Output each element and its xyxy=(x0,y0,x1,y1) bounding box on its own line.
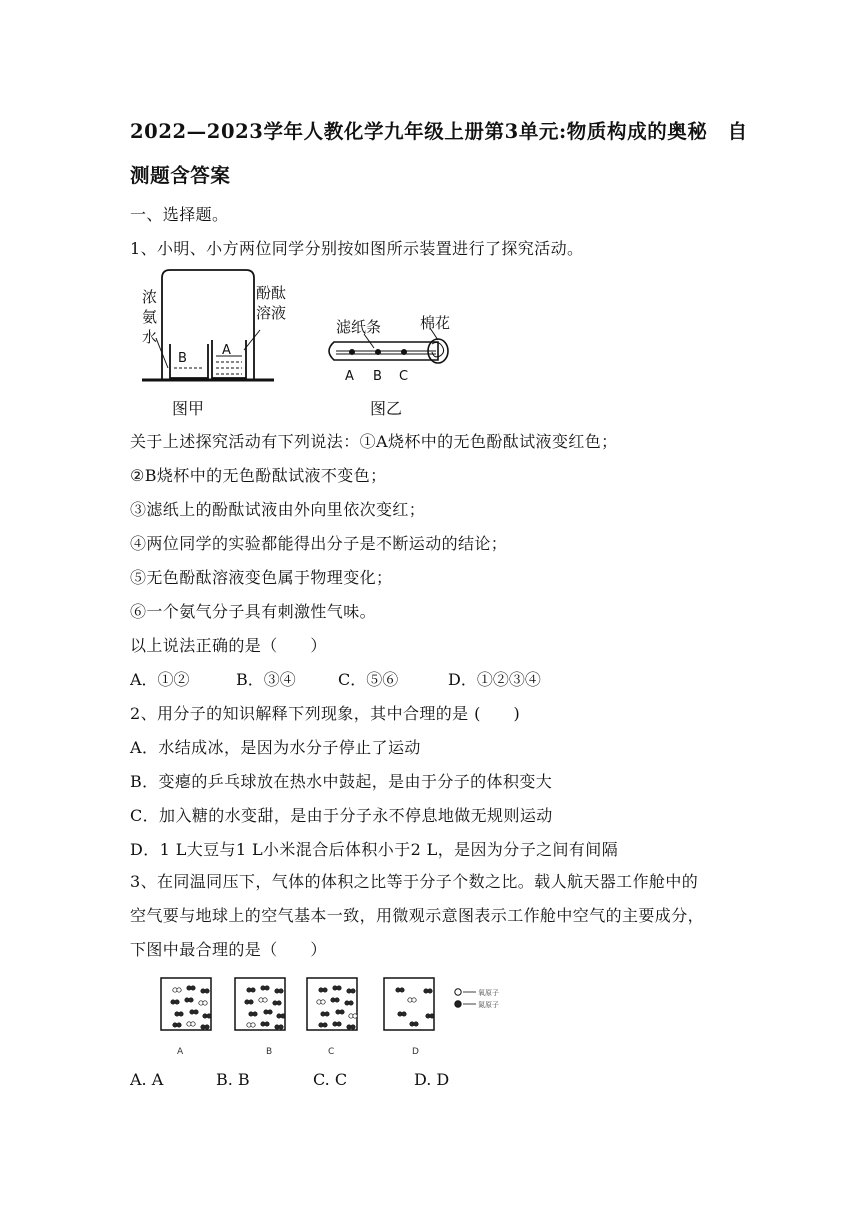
molecule-atom xyxy=(349,1001,353,1005)
question-1-option-a: A．①② xyxy=(130,670,190,689)
question-1-statement-1: 关于上述探究活动有下列说法：①A烧杯中的无色酚酞试液变红色； xyxy=(130,432,618,451)
question-3-option-d: D. D xyxy=(414,1070,450,1089)
question-1-option-b: B．③④ xyxy=(236,670,296,689)
molecule-atom xyxy=(353,1014,357,1018)
legend-nitrogen-label: 氮原子 xyxy=(478,1001,499,1009)
dot-point-b xyxy=(375,349,381,355)
molecule-atom xyxy=(205,1025,209,1029)
molecule-atom xyxy=(265,986,269,990)
molecule-atom xyxy=(323,988,327,992)
legend xyxy=(455,988,499,1009)
molecule-atom xyxy=(189,998,193,1002)
molecule-atom xyxy=(263,998,267,1002)
box-label-a: A xyxy=(177,1047,184,1057)
experiment-figure xyxy=(138,268,478,423)
question-1-statement-3: ③滤纸上的酚酞试液由外向里依次变红； xyxy=(130,500,426,519)
label-point-a: A xyxy=(345,369,354,384)
molecule-atom xyxy=(279,1025,283,1029)
label-beaker-b: B xyxy=(178,351,187,366)
question-3-stem-line-3: 下图中最合理的是（ ） xyxy=(130,940,327,959)
question-3-stem-line-2: 空气要与地球上的空气基本一致，用微观示意图表示工作舱中空气的主要成分， xyxy=(130,906,705,925)
figure-jia-apparatus xyxy=(142,270,274,380)
question-2-stem: 2、用分子的知识解释下列现象，其中合理的是 ( ) xyxy=(130,704,521,723)
question-2-option-b: B．变瘪的乒乓球放在热水中鼓起，是由于分子的体积变大 xyxy=(130,772,553,791)
molecule-atom xyxy=(412,998,416,1002)
molecules-box-c xyxy=(317,986,357,1029)
molecule-atom xyxy=(203,1001,207,1005)
section-heading: 一、选择题。 xyxy=(130,205,229,224)
molecule-atom xyxy=(179,1012,183,1016)
molecule-atom xyxy=(351,989,355,993)
label-conc-char-2: 氨 xyxy=(142,308,158,326)
dot-point-a xyxy=(349,349,355,355)
molecule-atom xyxy=(351,1025,355,1029)
molecule-atom xyxy=(251,1023,255,1027)
molecule-atom xyxy=(177,988,181,992)
label-conc-char-3: 水 xyxy=(142,328,158,346)
question-1-statement-5: ⑤无色酚酞溶液变色属于物理变化； xyxy=(130,568,393,587)
molecule-atom xyxy=(402,1012,406,1016)
molecule-atom xyxy=(253,1012,257,1016)
label-point-b: B xyxy=(373,369,382,384)
question-2-option-c: C．加入糖的水变甜，是由于分子永不停息地做无规则运动 xyxy=(130,806,553,825)
molecules-box-b xyxy=(245,986,285,1029)
molecule-atom xyxy=(279,989,283,993)
question-1-statement-4: ④两位同学的实验都能得出分子是不断运动的结论； xyxy=(130,534,508,553)
question-3-stem-line-1: 3、在同温同压下，气体的体积之比等于分子个数之比。载人航天器工作舱中的 xyxy=(130,872,699,891)
molecule-atom xyxy=(325,1012,329,1016)
label-cotton: 棉花 xyxy=(420,314,451,332)
dot-point-c xyxy=(401,349,407,355)
box-label-c: C xyxy=(328,1047,335,1057)
question-2-option-d: D．1 L大豆与1 L小米混合后体积小于2 L，是因为分子之间有间隔 xyxy=(130,840,619,859)
molecule-atom xyxy=(337,1022,341,1026)
caption-figure-yi: 图乙 xyxy=(370,399,403,418)
molecule-atom xyxy=(337,986,341,990)
question-1-ask: 以上说法正确的是（ ） xyxy=(130,636,327,655)
molecule-atom xyxy=(321,1000,325,1004)
molecule-atom xyxy=(340,1010,344,1014)
legend-oxygen-label: 氧原子 xyxy=(478,989,499,997)
question-3-option-a: A. A xyxy=(130,1070,164,1089)
molecule-atom xyxy=(177,1023,181,1027)
label-phenol-line-2: 溶液 xyxy=(256,304,287,322)
molecule-atom xyxy=(400,988,404,992)
question-1-statement-6: ⑥一个氨气分子具有刺激性气味。 xyxy=(130,602,377,621)
molecule-boxes-figure xyxy=(150,972,530,1064)
molecule-atom xyxy=(335,998,339,1002)
molecule-atom xyxy=(428,989,432,993)
molecule-atom xyxy=(251,988,255,992)
molecule-atom xyxy=(191,1022,195,1026)
question-3-option-b: B. B xyxy=(216,1070,250,1089)
molecules-box-a xyxy=(171,986,211,1029)
label-conc-char-1: 浓 xyxy=(142,288,158,306)
document-title-line-1: 2022—2023学年人教化学九年级上册第3单元:物质构成的奥秘 自 xyxy=(130,120,748,143)
molecule-atom xyxy=(205,989,209,993)
molecule-atom xyxy=(430,1014,434,1018)
label-point-c: C xyxy=(399,369,409,384)
question-3-option-c: C. C xyxy=(313,1070,348,1089)
label-filter-strip: 滤纸条 xyxy=(336,318,382,336)
label-beaker-a: A xyxy=(222,343,231,358)
legend-nitrogen-swatch xyxy=(455,1001,461,1007)
question-1-option-d: D．①②③④ xyxy=(448,670,541,689)
molecule-atom xyxy=(249,1000,253,1004)
box-d xyxy=(384,978,434,1030)
box-label-b: B xyxy=(266,1047,273,1057)
question-1-stem: 1、小明、小方两位同学分别按如图所示装置进行了探究活动。 xyxy=(130,239,584,258)
question-1-option-c: C．⑤⑥ xyxy=(338,670,399,689)
legend-oxygen-swatch xyxy=(455,989,461,995)
box-label-d: D xyxy=(412,1047,419,1057)
caption-figure-jia: 图甲 xyxy=(172,399,205,418)
question-1-statement-2: ②B烧杯中的无色酚酞试液不变色； xyxy=(130,466,387,485)
molecule-atom xyxy=(207,1014,211,1018)
molecule-atom xyxy=(268,1010,272,1014)
document-title-line-2: 测题含答案 xyxy=(130,164,231,187)
molecule-atom xyxy=(277,1001,281,1005)
question-2-option-a: A．水结成冰，是因为水分子停止了运动 xyxy=(130,738,421,757)
label-phenol-line-1: 酚酞 xyxy=(256,284,287,302)
molecule-atom xyxy=(281,1014,285,1018)
molecules-box-d xyxy=(396,988,434,1026)
molecule-atom xyxy=(414,1022,418,1026)
molecule-atom xyxy=(175,1000,179,1004)
molecule-atom xyxy=(191,986,195,990)
molecule-atom xyxy=(194,1010,198,1014)
molecule-atom xyxy=(323,1023,327,1027)
molecule-atom xyxy=(265,1022,269,1026)
